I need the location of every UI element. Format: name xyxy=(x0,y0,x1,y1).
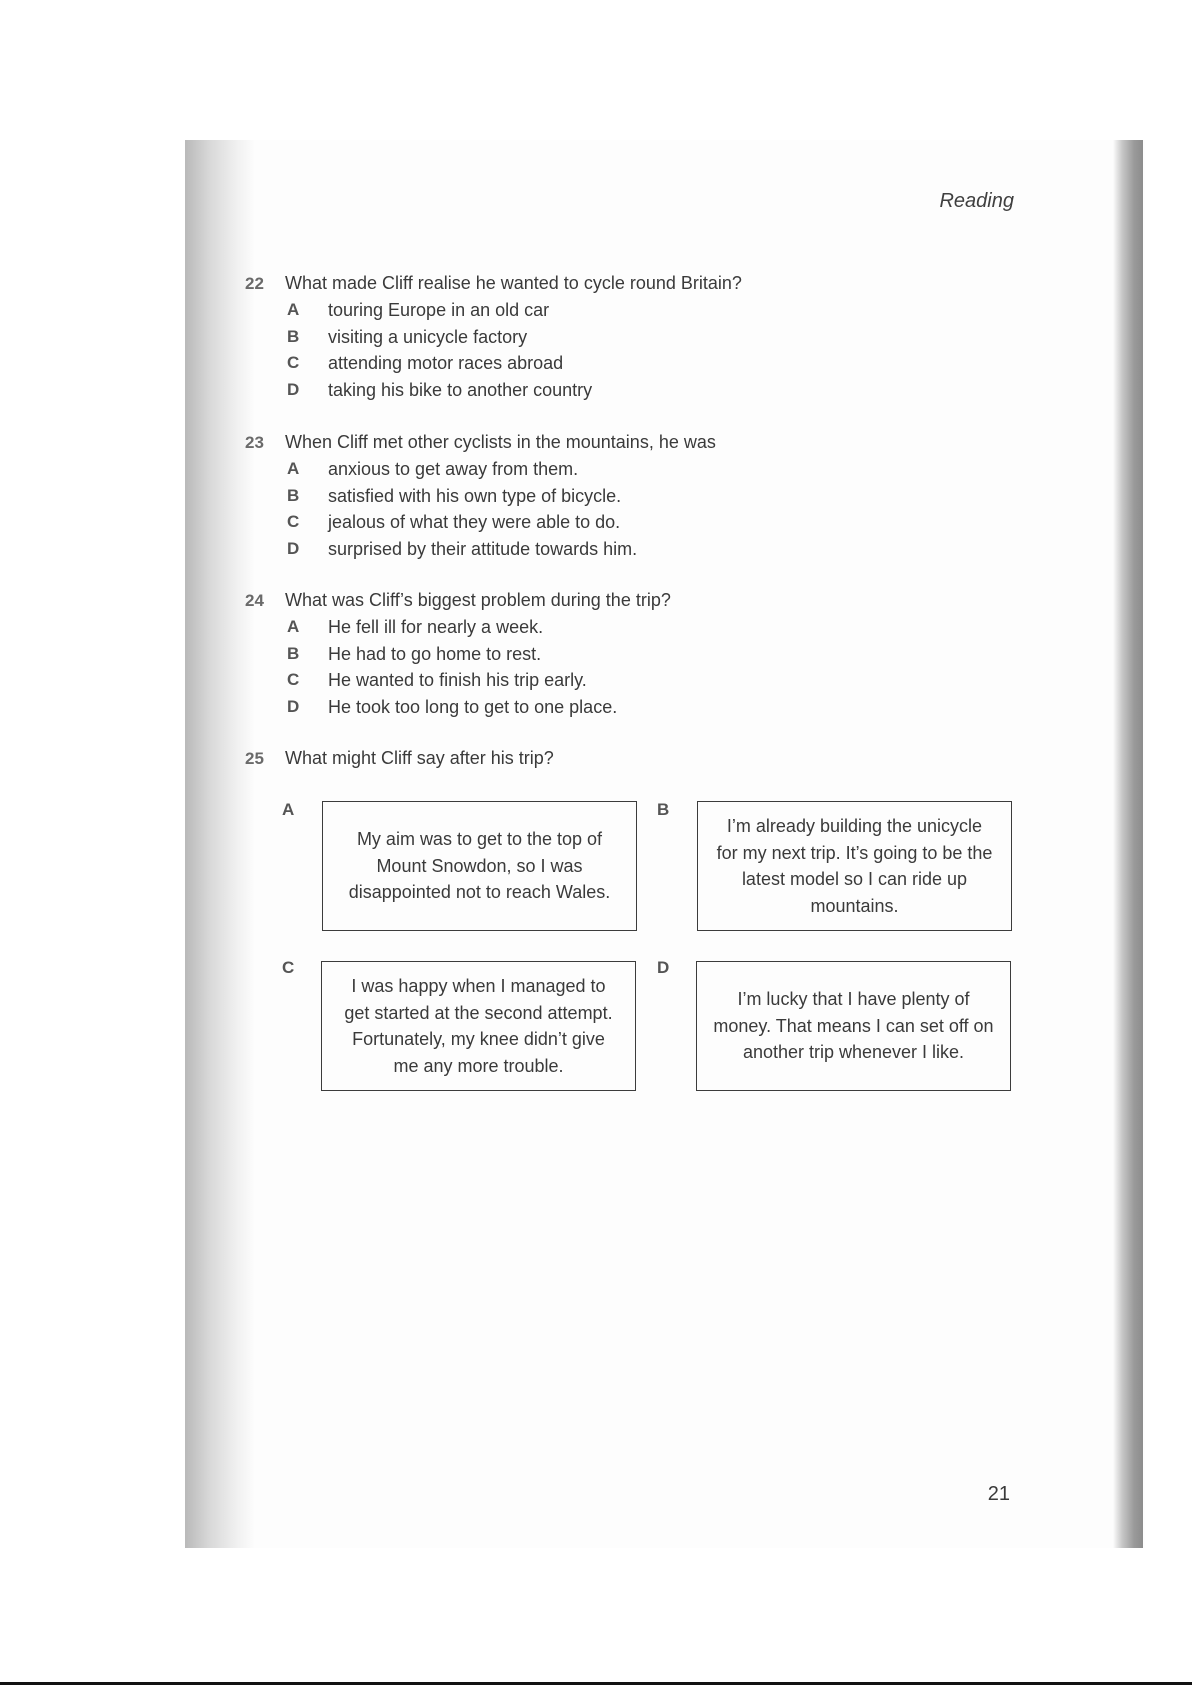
option-letter: B xyxy=(287,326,300,346)
option-text: He took too long to get to one place. xyxy=(328,696,618,717)
quote-letter-b: B xyxy=(657,800,670,819)
option-d[interactable] xyxy=(245,694,1045,721)
option-c[interactable] xyxy=(245,509,1045,536)
option-c[interactable] xyxy=(245,667,1045,694)
quote-text: I was happy when I managed to get started at the second attempt. Fortunately, my knee didn’t give me any more trouble. xyxy=(344,976,613,1076)
option-a[interactable] xyxy=(245,456,1045,483)
question-23 xyxy=(245,429,1045,562)
option-d[interactable] xyxy=(245,377,1045,404)
quote-letter-c: C xyxy=(282,958,295,977)
quote-letter-d: D xyxy=(657,958,670,977)
option-text: visiting a unicycle factory xyxy=(328,326,528,347)
option-a[interactable] xyxy=(245,614,1045,641)
option-letter: B xyxy=(287,485,300,505)
option-letter: C xyxy=(287,512,300,531)
option-letter: A xyxy=(287,459,300,478)
option-text: touring Europe in an old car xyxy=(328,300,550,320)
option-text: taking his bike to another country xyxy=(328,379,593,400)
option-letter: D xyxy=(287,379,300,399)
question-heading xyxy=(245,270,1045,297)
question-number: 23 xyxy=(245,433,264,452)
option-text: attending motor races abroad xyxy=(328,353,564,373)
option-letter: A xyxy=(287,300,300,319)
option-text: He had to go home to rest. xyxy=(328,643,542,664)
option-letter: B xyxy=(287,643,300,663)
question-heading xyxy=(245,429,1045,456)
question-text: When Cliff met other cyclists in the mountains, he was xyxy=(285,432,716,452)
section-title: Reading xyxy=(939,190,1014,212)
option-letter: C xyxy=(287,353,300,372)
option-b[interactable] xyxy=(245,324,1045,351)
option-text: anxious to get away from them. xyxy=(328,459,579,479)
option-text: jealous of what they were able to do. xyxy=(328,512,621,532)
option-text: surprised by their attitude towards him. xyxy=(328,538,638,559)
question-22 xyxy=(245,270,1045,403)
option-a[interactable] xyxy=(245,297,1045,324)
question-24 xyxy=(245,587,1045,720)
page-number: 21 xyxy=(987,1483,1010,1505)
question-heading xyxy=(245,587,1045,614)
quote-box-d[interactable] xyxy=(696,961,1011,1091)
quote-text: I’m lucky that I have plenty of money. That means I can set off on another trip whenever I like. xyxy=(713,989,994,1063)
question-text: What made Cliff realise he wanted to cycle round Britain? xyxy=(285,273,742,293)
option-letter: D xyxy=(287,538,300,558)
option-text: He fell ill for nearly a week. xyxy=(328,617,544,637)
question-number: 25 xyxy=(245,749,264,768)
option-letter: C xyxy=(287,670,300,689)
question-text: What might Cliff say after his trip? xyxy=(285,748,554,768)
quote-letter-a: A xyxy=(282,800,295,819)
option-c[interactable] xyxy=(245,350,1045,377)
option-b[interactable] xyxy=(245,483,1045,510)
option-d[interactable] xyxy=(245,536,1045,563)
option-text: satisfied with his own type of bicycle. xyxy=(328,485,622,506)
question-25 xyxy=(245,745,1045,772)
question-text: What was Cliff’s biggest problem during the trip? xyxy=(285,590,671,610)
question-heading xyxy=(245,745,1045,772)
page-edge-shadow xyxy=(1113,140,1143,1548)
question-number: 22 xyxy=(245,274,264,293)
option-b[interactable] xyxy=(245,641,1045,668)
option-text: He wanted to finish his trip early. xyxy=(328,670,587,690)
quote-box-a[interactable] xyxy=(322,801,637,931)
option-letter: D xyxy=(287,696,300,716)
quote-text: I’m already building the unicycle for my next trip. It’s going to be the latest model so I can ride up mountains. xyxy=(716,816,993,916)
quote-box-c[interactable] xyxy=(321,961,636,1091)
quote-text: My aim was to get to the top of Mount Snowdon, so I was disappointed not to reach Wales. xyxy=(348,829,611,903)
option-letter: A xyxy=(287,617,300,636)
quote-box-b[interactable] xyxy=(697,801,1012,931)
question-number: 24 xyxy=(245,591,264,610)
